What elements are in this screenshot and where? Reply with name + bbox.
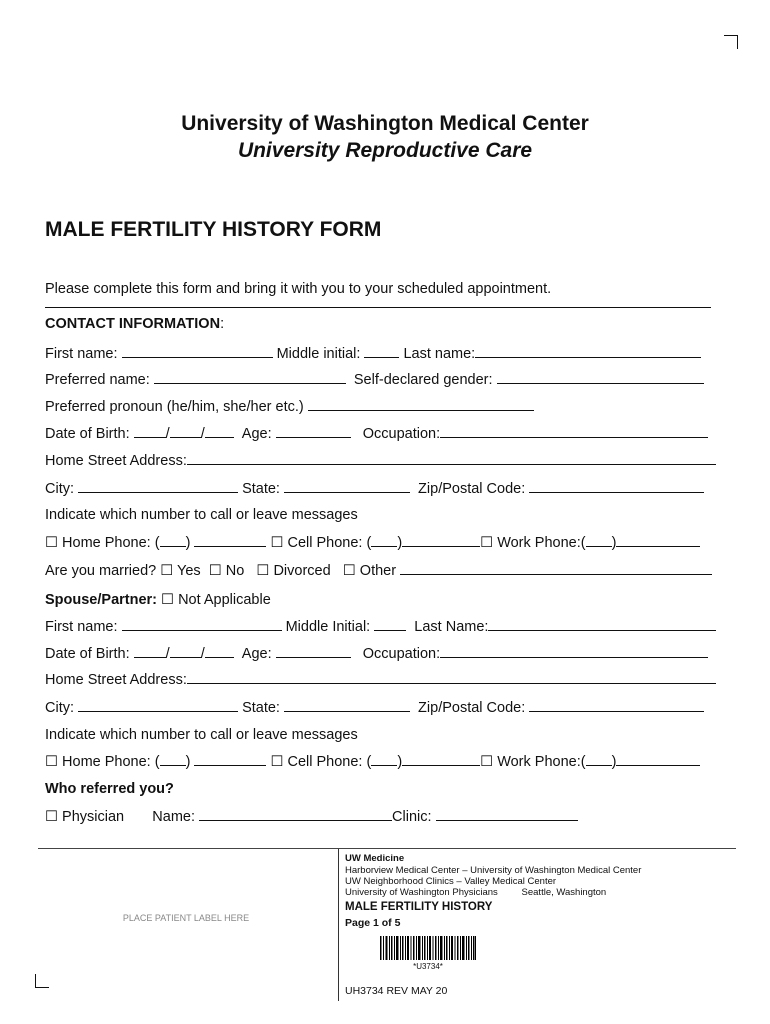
- spouse-call-instructions: Indicate which number to call or leave messages: [45, 727, 358, 743]
- spouse-age-field[interactable]: [276, 645, 351, 658]
- spouse-middle-initial-field[interactable]: [374, 618, 406, 631]
- contact-phone-row: ☐ Home Phone: ( ) ☐ Cell Phone: ( ) ☐ Work Phone:( ): [45, 534, 700, 552]
- checkbox-icon[interactable]: ☐: [161, 592, 175, 608]
- preferred-name-field[interactable]: [154, 371, 346, 384]
- spouse-state-field[interactable]: [284, 699, 410, 712]
- footer-form-name: MALE FERTILITY HISTORY: [345, 901, 493, 913]
- barcode-icon: [380, 936, 476, 960]
- checkbox-icon[interactable]: ☐: [45, 809, 58, 825]
- spouse-city-field[interactable]: [78, 699, 238, 712]
- spouse-dob-year[interactable]: [205, 645, 234, 658]
- cell-phone-area[interactable]: [371, 534, 397, 547]
- dob-day-field[interactable]: [170, 425, 201, 438]
- spouse-home-phone-field[interactable]: [194, 753, 266, 766]
- spouse-dob-day[interactable]: [170, 645, 201, 658]
- footer-line-1: Harborview Medical Center – University of Washington Medical Center: [345, 865, 642, 876]
- checkbox-icon[interactable]: ☐: [45, 535, 58, 551]
- work-phone-field[interactable]: [616, 534, 700, 547]
- uw-medicine-logo-text: UW Medicine: [345, 853, 405, 864]
- city-field[interactable]: [78, 480, 238, 493]
- checkbox-icon[interactable]: ☐: [480, 754, 494, 770]
- home-phone-area[interactable]: [160, 534, 186, 547]
- page-number: Page 1 of 5: [345, 917, 401, 929]
- checkbox-icon[interactable]: ☐: [270, 754, 284, 770]
- institution-title: University of Washington Medical Center: [181, 112, 589, 135]
- patient-label-placeholder: PLACE PATIENT LABEL HERE: [122, 913, 250, 923]
- pronoun-field[interactable]: [308, 398, 534, 411]
- contact-name-row: First name: Middle initial: Last name:: [45, 345, 701, 363]
- spouse-city-row: City: State: Zip/Postal Code:: [45, 699, 704, 717]
- referral-name-field[interactable]: [199, 808, 392, 821]
- spouse-cell-phone-field[interactable]: [402, 753, 480, 766]
- referral-question: Who referred you?: [45, 781, 174, 797]
- occupation-field[interactable]: [440, 425, 708, 438]
- section-divider: [45, 307, 711, 308]
- first-name-field[interactable]: [122, 345, 273, 358]
- revision-code: UH3734 REV MAY 20: [345, 985, 448, 997]
- spouse-name-row: First name: Middle Initial: Last Name:: [45, 618, 716, 636]
- spouse-occupation-field[interactable]: [440, 645, 708, 658]
- middle-initial-field[interactable]: [364, 345, 399, 358]
- zip-field[interactable]: [529, 480, 704, 493]
- footer-divider: [38, 848, 736, 849]
- contact-address-row: Home Street Address:: [45, 452, 716, 470]
- referral-clinic-field[interactable]: [436, 808, 578, 821]
- married-row: Are you married? ☐ Yes ☐ No ☐ Divorced ☐ Other: [45, 562, 712, 580]
- crop-mark-bottom-left: [35, 974, 49, 988]
- spouse-work-phone-field[interactable]: [616, 753, 700, 766]
- dob-year-field[interactable]: [205, 425, 234, 438]
- contact-city-row: City: State: Zip/Postal Code:: [45, 480, 704, 498]
- spouse-home-phone-area[interactable]: [160, 753, 186, 766]
- spouse-first-name-field[interactable]: [122, 618, 282, 631]
- spouse-section-heading: Spouse/Partner: ☐ Not Applicable: [45, 592, 271, 608]
- checkbox-icon[interactable]: ☐: [270, 535, 284, 551]
- instructions: Please complete this form and bring it with you to your scheduled appointment.: [45, 281, 552, 297]
- contact-section-heading: CONTACT INFORMATION:: [45, 316, 225, 332]
- age-field[interactable]: [276, 425, 351, 438]
- form-title: MALE FERTILITY HISTORY FORM: [45, 218, 382, 241]
- spouse-address-field[interactable]: [187, 671, 716, 684]
- referral-row: ☐ Physician Name: Clinic:: [45, 808, 578, 826]
- home-phone-field[interactable]: [194, 534, 266, 547]
- work-phone-area[interactable]: [586, 534, 612, 547]
- spouse-zip-field[interactable]: [529, 699, 704, 712]
- contact-preferred-row: Preferred name: Self-declared gender:: [45, 371, 704, 389]
- spouse-address-row: Home Street Address:: [45, 671, 716, 689]
- gender-field[interactable]: [497, 371, 704, 384]
- address-field[interactable]: [187, 452, 716, 465]
- checkbox-icon[interactable]: ☐: [480, 535, 494, 551]
- dob-month-field[interactable]: [134, 425, 166, 438]
- state-field[interactable]: [284, 480, 410, 493]
- department-subtitle: University Reproductive Care: [237, 139, 533, 162]
- spouse-work-phone-area[interactable]: [586, 753, 612, 766]
- checkbox-icon[interactable]: ☐: [208, 563, 222, 579]
- contact-pronoun-row: Preferred pronoun (he/him, she/her etc.): [45, 398, 534, 416]
- spouse-phone-row: ☐ Home Phone: ( ) ☐ Cell Phone: ( ) ☐ Work Phone:( ): [45, 753, 700, 771]
- barcode-text: *U3734*: [413, 962, 443, 971]
- checkbox-icon[interactable]: ☐: [160, 563, 174, 579]
- footer-line-3: University of Washington Physicians Seattle, Washington: [345, 887, 607, 898]
- contact-call-instructions: Indicate which number to call or leave messages: [45, 507, 358, 523]
- cell-phone-field[interactable]: [402, 534, 480, 547]
- footer-column-divider: [338, 849, 339, 1001]
- footer-line-2: UW Neighborhood Clinics – Valley Medical Center: [345, 876, 557, 887]
- checkbox-icon[interactable]: ☐: [342, 563, 356, 579]
- spouse-last-name-field[interactable]: [488, 618, 716, 631]
- spouse-dob-month[interactable]: [134, 645, 166, 658]
- spouse-dob-row: Date of Birth: / / Age: Occupation:: [45, 645, 708, 663]
- last-name-field[interactable]: [475, 345, 701, 358]
- checkbox-icon[interactable]: ☐: [256, 563, 270, 579]
- contact-dob-row: Date of Birth: / / Age: Occupation:: [45, 425, 708, 443]
- checkbox-icon[interactable]: ☐: [45, 754, 58, 770]
- crop-mark-top-right: [724, 35, 738, 49]
- other-status-field[interactable]: [400, 562, 712, 575]
- spouse-cell-phone-area[interactable]: [371, 753, 397, 766]
